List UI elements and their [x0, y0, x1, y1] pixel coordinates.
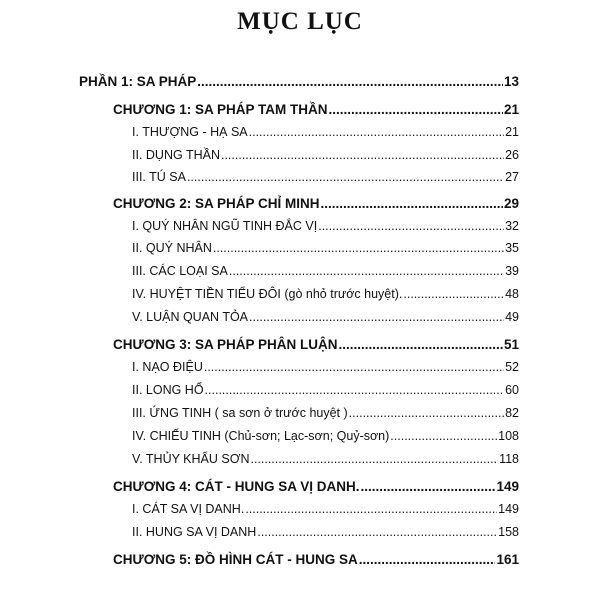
toc-leader-dots — [257, 525, 497, 539]
toc-entry-page: 51 — [503, 337, 519, 352]
toc-entry[interactable] — [132, 406, 519, 424]
toc-entry[interactable] — [132, 241, 519, 259]
toc-entry-label: II. LONG HỔ — [132, 383, 204, 397]
toc-entry-label: CHƯƠNG 5: ĐỒ HÌNH CÁT - HUNG SA — [113, 552, 358, 567]
toc-entry-label: I. NẠO ĐIỆU — [132, 360, 203, 374]
toc-entry-page: 26 — [505, 148, 519, 162]
toc-entry-label: III. TÚ SA — [132, 170, 186, 184]
toc-entry[interactable] — [132, 170, 519, 188]
toc-entry-page: 118 — [499, 452, 519, 466]
toc-leader-dots — [390, 429, 497, 443]
toc-entry-label: CHƯƠNG 2: SA PHÁP CHỈ MINH — [113, 196, 320, 211]
toc-entry[interactable] — [132, 219, 519, 237]
toc-leader-dots — [187, 170, 504, 184]
toc-entry-label: V. LUẬN QUAN TỎA — [132, 310, 249, 324]
toc-entry[interactable] — [113, 479, 519, 497]
toc-entry[interactable] — [79, 74, 519, 92]
toc-leader-dots — [360, 479, 495, 494]
toc-leader-dots — [197, 74, 503, 89]
toc-entry-page: 149 — [496, 479, 519, 494]
toc-leader-dots — [320, 196, 502, 211]
toc-leader-dots — [213, 241, 504, 255]
toc-entry[interactable] — [132, 502, 519, 520]
toc-entry[interactable] — [132, 525, 519, 543]
toc-entry-page: 49 — [505, 310, 519, 324]
toc-entry-label: PHẦN 1: SA PHÁP — [79, 74, 197, 89]
toc-entry-page: 161 — [496, 552, 519, 567]
toc-entry[interactable] — [132, 383, 519, 401]
toc-leader-dots — [250, 452, 498, 466]
toc-entry-label: IV. CHIẾU TINH (Chủ-sơn; Lạc-sơn; Quỷ-sơn) — [132, 429, 390, 443]
toc-entry-label: II. DỤNG THẦN — [132, 148, 220, 162]
toc-entry-page: 21 — [505, 125, 519, 139]
toc-entry-page: 27 — [505, 170, 519, 184]
toc-entry-label: III. ỨNG TINH ( sa sơn ở trước huyệt ) — [132, 406, 348, 420]
toc-entry-page: 39 — [505, 264, 519, 278]
toc-entry[interactable] — [132, 148, 519, 166]
toc-entry-page: 60 — [505, 383, 519, 397]
toc-entry-page: 13 — [503, 74, 519, 89]
toc-entry-label: CHƯƠNG 4: CÁT - HUNG SA VỊ DANH. — [113, 479, 360, 494]
toc-entry-page: 82 — [505, 406, 519, 420]
toc-entry-label: III. CÁC LOẠI SA — [132, 264, 228, 278]
toc-entry-label: I. THƯỢNG - HẠ SA — [132, 125, 248, 139]
toc-entry-label: V. THỦY KHẨU SƠN — [132, 452, 250, 466]
toc-leader-dots — [204, 360, 504, 374]
toc-leader-dots — [249, 125, 504, 139]
toc-entry-page: 32 — [505, 219, 519, 233]
toc-entry-label: CHƯƠNG 1: SA PHÁP TAM THẦN — [113, 102, 328, 117]
toc-entry[interactable] — [132, 310, 519, 328]
toc-entry-page: 29 — [503, 196, 519, 211]
toc-leader-dots — [249, 310, 504, 324]
toc-entry[interactable] — [132, 360, 519, 378]
toc-entry-label: I. QUÝ NHÂN NGŨ TINH ĐẮC VỊ — [132, 219, 318, 233]
toc-leader-dots — [403, 287, 504, 301]
toc-leader-dots — [359, 552, 496, 567]
toc-entry[interactable] — [132, 125, 519, 143]
toc-leader-dots — [349, 406, 504, 420]
toc-entry[interactable] — [113, 552, 519, 570]
toc-entry-page: 149 — [498, 502, 519, 516]
toc-entry-page: 52 — [505, 360, 519, 374]
toc-entry[interactable] — [132, 287, 519, 305]
page-title: MỤC LỤC — [237, 8, 363, 35]
toc-leader-dots — [318, 219, 504, 233]
toc-leader-dots — [221, 148, 504, 162]
toc-entry-label: II. HUNG SA VỊ DANH — [132, 525, 257, 539]
toc-entry-label: II. QUÝ NHÂN — [132, 241, 212, 255]
toc-leader-dots — [229, 264, 504, 278]
toc-entry-page: 48 — [505, 287, 519, 301]
toc-entry[interactable] — [132, 429, 519, 447]
toc-leader-dots — [328, 102, 502, 117]
toc-entry[interactable] — [132, 452, 519, 470]
toc-leader-dots — [338, 337, 502, 352]
toc-entry[interactable] — [113, 196, 519, 214]
toc-leader-dots — [245, 502, 497, 516]
toc-leader-dots — [205, 383, 505, 397]
toc-entry-label: I. CÁT SA VỊ DANH. — [132, 502, 245, 516]
toc-entry-label: CHƯƠNG 3: SA PHÁP PHÂN LUẬN — [113, 337, 338, 352]
toc-entry[interactable] — [113, 102, 519, 120]
toc-entry[interactable] — [113, 337, 519, 355]
toc-entry-page: 158 — [498, 525, 519, 539]
toc-entry[interactable] — [132, 264, 519, 282]
toc-entry-page: 108 — [498, 429, 519, 443]
toc-entry-page: 35 — [505, 241, 519, 255]
toc-entry-label: IV. HUYỆT TIỀN TIỂU ĐÔI (gò nhỏ trước huyệt). — [132, 287, 403, 301]
toc-entry-page: 21 — [503, 102, 519, 117]
